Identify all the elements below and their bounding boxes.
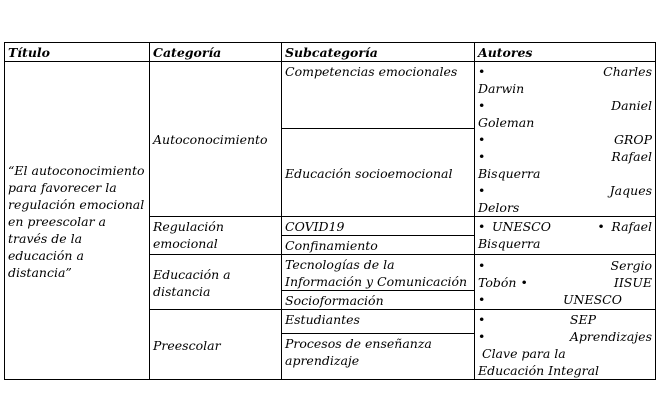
authors-regulacion: • UNESCO • Rafael Bisquerra (475, 217, 656, 255)
title-cell: “El autoconocimiento para favorecer la regulación emocional en preescolar a través de la educación a distancia” (5, 62, 150, 380)
authors-autoconocimiento: • Charles Darwin • Daniel Goleman • GROP • Rafael Bisquerra • Jaques Delors (475, 62, 656, 217)
subcategory-procesos: Procesos de enseñanza aprendizaje (282, 334, 475, 380)
header-categoria: Categoría (150, 43, 282, 62)
subcategory-competencias: Competencias emocionales (282, 62, 475, 129)
subcategory-educacion-socioemocional: Educación socioemocional (282, 129, 475, 217)
category-educacion-distancia: Educación a distancia (150, 255, 282, 310)
authors-educacion-distancia: • Sergio Tobón • IISUE • UNESCO (475, 255, 656, 310)
authors-preescolar: • SEP • Aprendizajes Clave para la Educación Integral (475, 310, 656, 380)
category-preescolar: Preescolar (150, 310, 282, 380)
category-regulacion: Regulación emocional (150, 217, 282, 255)
header-titulo: Título (5, 43, 150, 62)
subcategory-tic: Tecnologías de la Información y Comunicación (282, 255, 475, 291)
header-subcategoria: Subcategoría (282, 43, 475, 62)
research-categories-table (4, 42, 656, 380)
header-row (5, 43, 656, 62)
subcategory-estudiantes: Estudiantes (282, 310, 475, 334)
table-row (5, 62, 656, 129)
header-autores: Autores (475, 43, 656, 62)
subcategory-socioformacion: Socioformación (282, 291, 475, 310)
subcategory-confinamiento: Confinamiento (282, 236, 475, 255)
subcategory-covid19: COVID19 (282, 217, 475, 236)
category-autoconocimiento: Autoconocimiento (150, 62, 282, 217)
